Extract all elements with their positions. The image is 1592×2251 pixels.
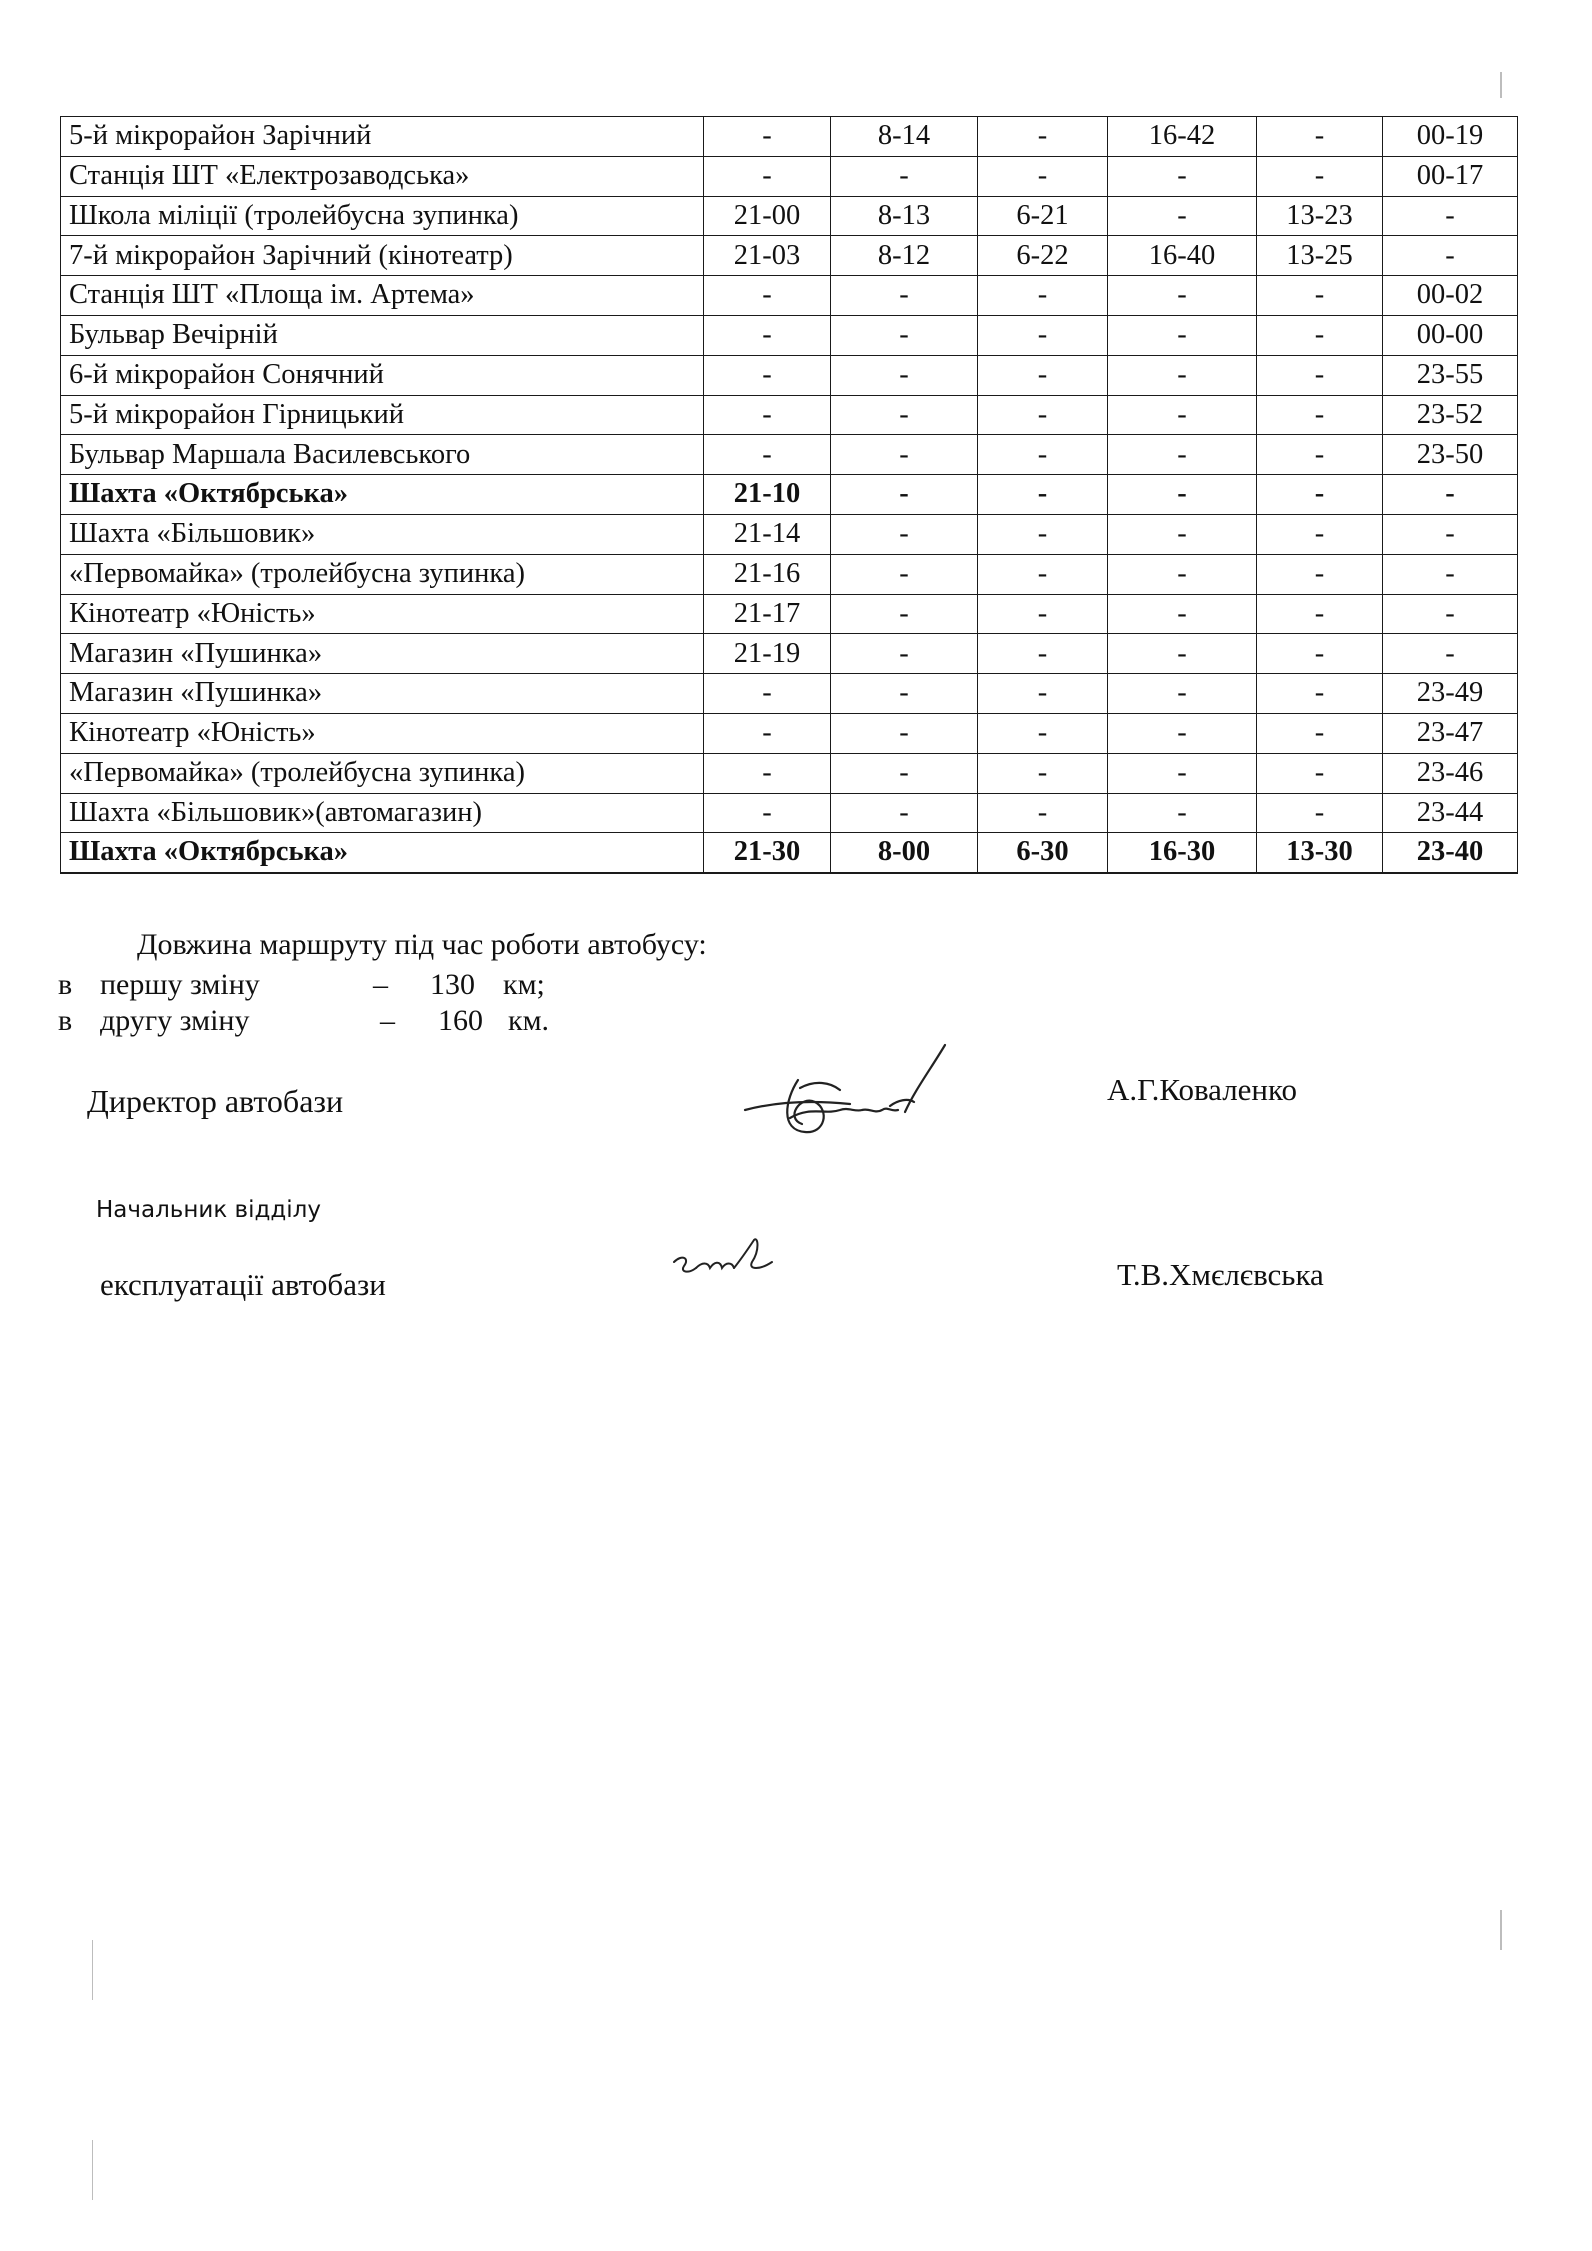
head-title-line2: експлуатації автобази — [100, 1267, 386, 1302]
time-cell: - — [831, 355, 978, 395]
time-cell: 23-46 — [1383, 753, 1518, 793]
stop-name-cell: Кінотеатр «Юність» — [61, 713, 704, 753]
time-cell: - — [831, 276, 978, 316]
stop-name-cell: «Первомайка» (тролейбусна зупинка) — [61, 554, 704, 594]
time-cell: - — [978, 117, 1108, 157]
time-cell: - — [704, 276, 831, 316]
stop-name-cell: 6-й мікрорайон Сонячний — [61, 355, 704, 395]
time-cell: - — [978, 276, 1108, 316]
time-cell: - — [978, 435, 1108, 475]
table-row — [61, 117, 1518, 157]
time-cell: - — [978, 594, 1108, 634]
table-row — [61, 753, 1518, 793]
time-cell: - — [1108, 713, 1257, 753]
schedule-body — [61, 117, 1518, 874]
time-cell: - — [831, 395, 978, 435]
head-title-line1: Начальник відділу — [96, 1197, 321, 1223]
time-cell: - — [1383, 475, 1518, 515]
time-cell: 21-19 — [704, 634, 831, 674]
time-cell: 23-50 — [1383, 435, 1518, 475]
shift-prefix: в — [58, 1004, 73, 1037]
time-cell: - — [1383, 514, 1518, 554]
table-row — [61, 554, 1518, 594]
time-cell: 23-52 — [1383, 395, 1518, 435]
table-row — [61, 793, 1518, 833]
time-cell: 23-40 — [1383, 833, 1518, 873]
time-cell: - — [704, 435, 831, 475]
stop-name-cell: Бульвар Маршала Василевського — [61, 435, 704, 475]
time-cell: 8-13 — [831, 196, 978, 236]
time-cell: - — [1257, 435, 1383, 475]
time-cell: - — [978, 674, 1108, 714]
stop-name-cell: Станція ШТ «Електрозаводська» — [61, 156, 704, 196]
time-cell: - — [1108, 395, 1257, 435]
time-cell: 23-49 — [1383, 674, 1518, 714]
head-signature — [668, 1232, 788, 1292]
time-cell: - — [978, 713, 1108, 753]
time-cell: - — [978, 475, 1108, 515]
table-row — [61, 833, 1518, 873]
time-cell: 23-47 — [1383, 713, 1518, 753]
time-cell: - — [1383, 196, 1518, 236]
time-cell: - — [1257, 156, 1383, 196]
table-row — [61, 156, 1518, 196]
time-cell: 21-17 — [704, 594, 831, 634]
time-cell: 16-30 — [1108, 833, 1257, 873]
head-name: Т.В.Хмєлєвська — [1117, 1257, 1324, 1292]
stop-name-cell: 7-й мікрорайон Зарічний (кінотеатр) — [61, 236, 704, 276]
scan-mark — [1500, 72, 1502, 98]
time-cell: - — [1108, 554, 1257, 594]
time-cell: - — [831, 634, 978, 674]
time-cell: 13-30 — [1257, 833, 1383, 873]
time-cell: 00-02 — [1383, 276, 1518, 316]
time-cell: 8-00 — [831, 833, 978, 873]
time-cell: - — [704, 753, 831, 793]
time-cell: - — [831, 594, 978, 634]
stop-name-cell: Шахта «Октябрська» — [61, 833, 704, 873]
time-cell: 21-30 — [704, 833, 831, 873]
time-cell: - — [1257, 554, 1383, 594]
time-cell: - — [978, 315, 1108, 355]
time-cell: - — [1257, 355, 1383, 395]
time-cell: - — [831, 793, 978, 833]
table-row — [61, 514, 1518, 554]
time-cell: 8-14 — [831, 117, 978, 157]
director-name: А.Г.Коваленко — [1107, 1072, 1298, 1107]
stop-name-cell: Магазин «Пушинка» — [61, 674, 704, 714]
time-cell: 6-22 — [978, 236, 1108, 276]
time-cell: 6-21 — [978, 196, 1108, 236]
time-cell: - — [1108, 793, 1257, 833]
time-cell: 23-44 — [1383, 793, 1518, 833]
director-signature — [730, 1040, 960, 1150]
time-cell: - — [1257, 475, 1383, 515]
scan-mark — [1500, 1910, 1502, 1950]
time-cell: - — [978, 793, 1108, 833]
time-cell: - — [1257, 395, 1383, 435]
stop-name-cell: Бульвар Вечірній — [61, 315, 704, 355]
stop-name-cell: 5-й мікрорайон Зарічний — [61, 117, 704, 157]
time-cell: - — [1383, 634, 1518, 674]
time-cell: - — [1383, 594, 1518, 634]
time-cell: - — [831, 475, 978, 515]
time-cell: 8-12 — [831, 236, 978, 276]
shift-value: 130 — [430, 968, 475, 1001]
time-cell: - — [831, 554, 978, 594]
time-cell: - — [704, 395, 831, 435]
time-cell: - — [1108, 196, 1257, 236]
time-cell: - — [1108, 156, 1257, 196]
time-cell: 21-16 — [704, 554, 831, 594]
shift-unit: км. — [508, 1004, 550, 1037]
time-cell: - — [831, 315, 978, 355]
time-cell: - — [1257, 634, 1383, 674]
scan-mark — [92, 2140, 93, 2200]
table-row — [61, 315, 1518, 355]
time-cell: 21-00 — [704, 196, 831, 236]
time-cell: - — [1257, 793, 1383, 833]
table-row — [61, 276, 1518, 316]
table-row — [61, 634, 1518, 674]
stop-name-cell: Кінотеатр «Юність» — [61, 594, 704, 634]
table-row — [61, 435, 1518, 475]
time-cell: 23-55 — [1383, 355, 1518, 395]
table-row — [61, 674, 1518, 714]
time-cell: 21-10 — [704, 475, 831, 515]
time-cell: - — [831, 514, 978, 554]
time-cell: - — [978, 753, 1108, 793]
time-cell: - — [704, 674, 831, 714]
stop-name-cell: Шахта «Октябрська» — [61, 475, 704, 515]
time-cell: - — [1108, 674, 1257, 714]
time-cell: - — [831, 674, 978, 714]
shift-dash: – — [373, 968, 388, 1001]
time-cell: - — [1257, 594, 1383, 634]
director-title: Директор автобази — [87, 1083, 344, 1119]
time-cell: - — [1108, 475, 1257, 515]
stop-name-cell: Школа міліції (тролейбусна зупинка) — [61, 196, 704, 236]
time-cell: - — [978, 634, 1108, 674]
shift-label: другу зміну — [100, 1004, 250, 1037]
time-cell: - — [704, 315, 831, 355]
time-cell: - — [1108, 355, 1257, 395]
time-cell: - — [1108, 753, 1257, 793]
time-cell: 6-30 — [978, 833, 1108, 873]
stop-name-cell: «Первомайка» (тролейбусна зупинка) — [61, 753, 704, 793]
table-row — [61, 594, 1518, 634]
time-cell: - — [1257, 753, 1383, 793]
table-row — [61, 713, 1518, 753]
time-cell: - — [1108, 315, 1257, 355]
time-cell: - — [1383, 554, 1518, 594]
time-cell: - — [704, 713, 831, 753]
time-cell: 16-42 — [1108, 117, 1257, 157]
route-length-heading: Довжина маршруту під час роботи автобусу: — [137, 928, 707, 961]
time-cell: - — [1257, 276, 1383, 316]
stop-name-cell: Шахта «Більшовик»(автомагазин) — [61, 793, 704, 833]
time-cell: - — [1257, 315, 1383, 355]
stop-name-cell: 5-й мікрорайон Гірницький — [61, 395, 704, 435]
time-cell: - — [831, 435, 978, 475]
table-row — [61, 236, 1518, 276]
table-row — [61, 355, 1518, 395]
time-cell: - — [978, 514, 1108, 554]
stop-name-cell: Станція ШТ «Площа ім. Артема» — [61, 276, 704, 316]
time-cell: - — [978, 355, 1108, 395]
time-cell: - — [1108, 594, 1257, 634]
time-cell: 21-03 — [704, 236, 831, 276]
time-cell: - — [831, 156, 978, 196]
time-cell: 00-00 — [1383, 315, 1518, 355]
time-cell: - — [1257, 674, 1383, 714]
time-cell: - — [978, 395, 1108, 435]
time-cell: - — [1257, 713, 1383, 753]
time-cell: - — [1257, 514, 1383, 554]
time-cell: - — [1257, 117, 1383, 157]
shift-prefix: в — [58, 968, 73, 1001]
time-cell: 00-17 — [1383, 156, 1518, 196]
shift-dash: – — [380, 1004, 395, 1037]
time-cell: - — [1108, 634, 1257, 674]
time-cell: 13-23 — [1257, 196, 1383, 236]
shift-label: першу зміну — [100, 968, 260, 1001]
stop-name-cell: Магазин «Пушинка» — [61, 634, 704, 674]
time-cell: 21-14 — [704, 514, 831, 554]
time-cell: - — [831, 753, 978, 793]
table-row — [61, 395, 1518, 435]
time-cell: - — [704, 793, 831, 833]
time-cell: 00-19 — [1383, 117, 1518, 157]
shift-unit: км; — [503, 968, 545, 1001]
time-cell: - — [1108, 435, 1257, 475]
time-cell: - — [704, 355, 831, 395]
scan-mark — [92, 1940, 93, 2000]
stop-name-cell: Шахта «Більшовик» — [61, 514, 704, 554]
time-cell: - — [704, 156, 831, 196]
table-row — [61, 475, 1518, 515]
time-cell: - — [978, 554, 1108, 594]
time-cell: - — [1383, 236, 1518, 276]
time-cell: 16-40 — [1108, 236, 1257, 276]
time-cell: 13-25 — [1257, 236, 1383, 276]
time-cell: - — [831, 713, 978, 753]
time-cell: - — [978, 156, 1108, 196]
schedule-table — [60, 116, 1518, 874]
time-cell: - — [704, 117, 831, 157]
table-row — [61, 196, 1518, 236]
shift-value: 160 — [438, 1004, 483, 1037]
time-cell: - — [1108, 276, 1257, 316]
time-cell: - — [1108, 514, 1257, 554]
